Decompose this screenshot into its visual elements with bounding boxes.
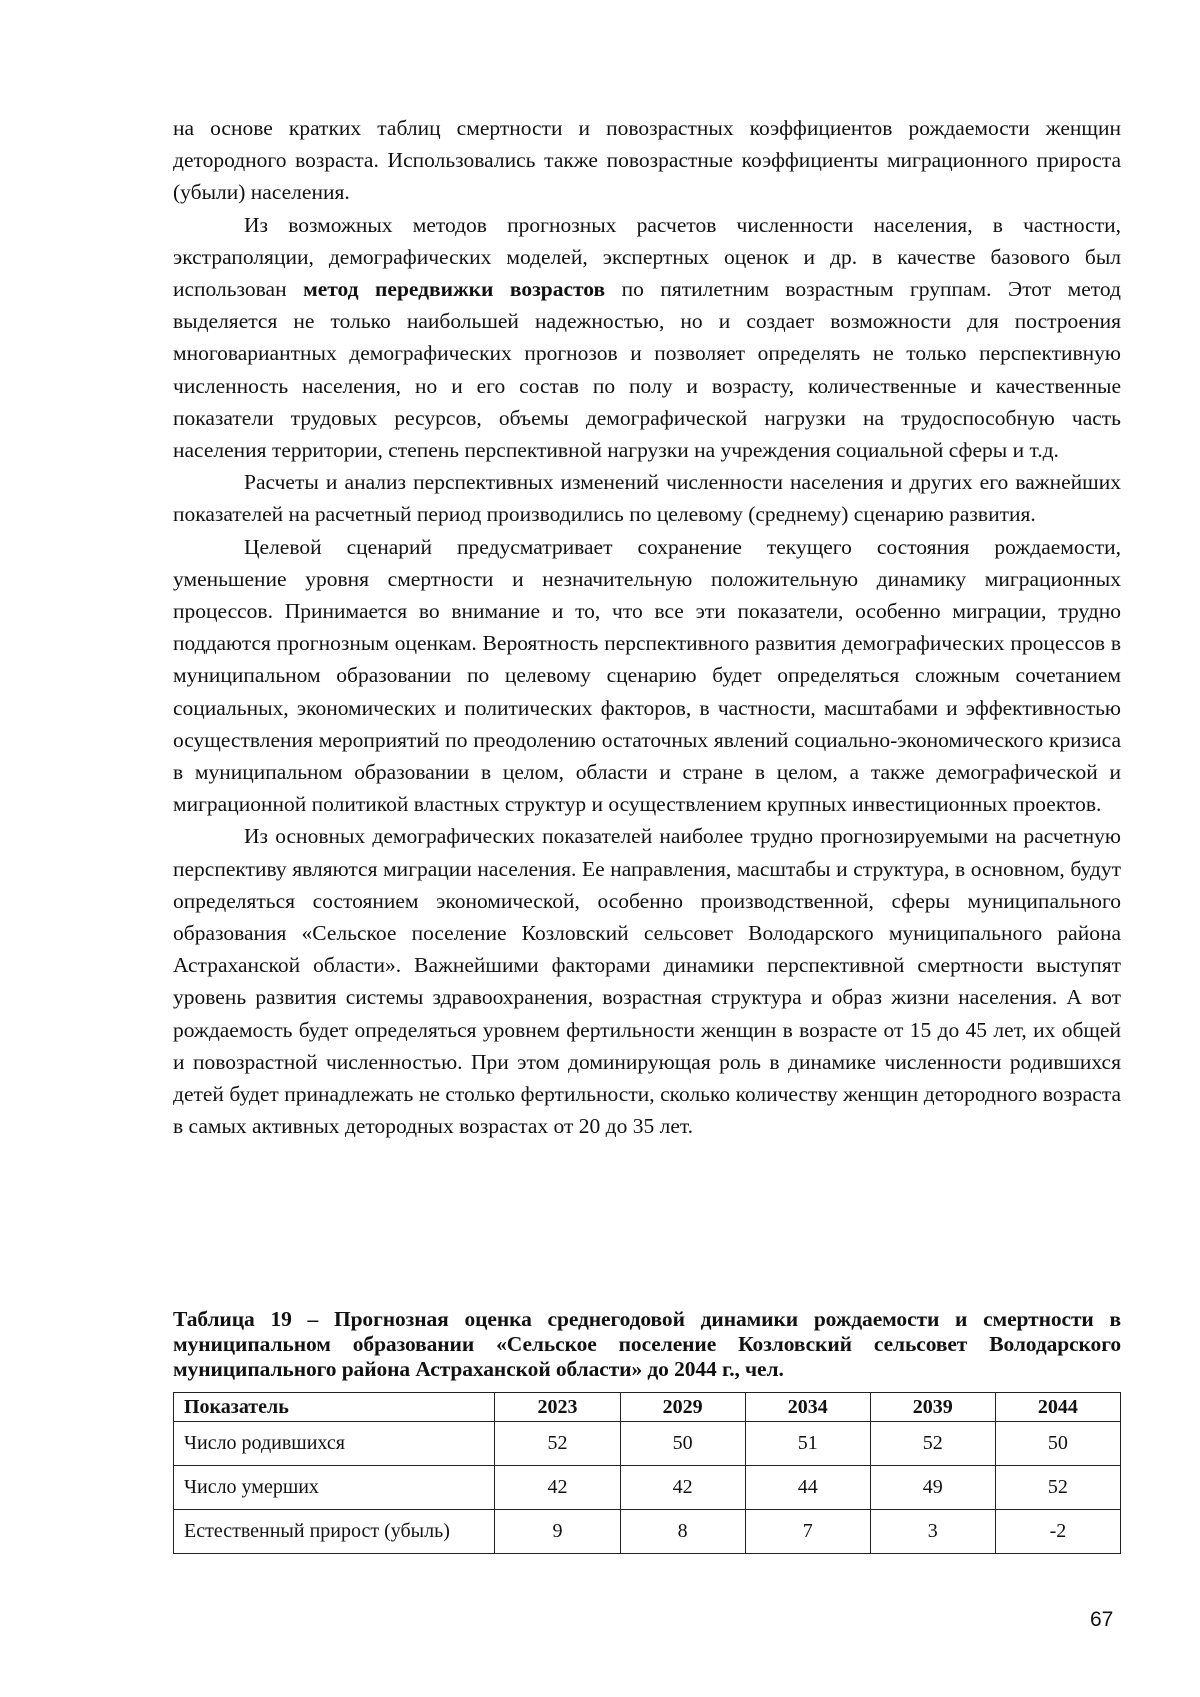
cell-2023: 42: [495, 1466, 620, 1510]
cell-2034: 44: [745, 1466, 870, 1510]
paragraph-1: на основе кратких таблиц смертности и повозрастных коэффициентов рождаемости женщин детородного возраста. Использовались также повозрастные коэффициенты миграционного прироста (убыли) населения.: [173, 116, 1121, 205]
cell-2044: 50: [995, 1422, 1120, 1466]
cell-2039: 52: [870, 1422, 995, 1466]
header-year-2044: 2044: [995, 1393, 1120, 1422]
cell-2034: 51: [745, 1422, 870, 1466]
header-year-2023: 2023: [495, 1393, 620, 1422]
paragraph-2-bold-term: метод передвижки возрастов: [303, 277, 606, 302]
table-caption: Таблица 19 – Прогнозная оценка среднегодовой динамики рождаемости и смертности в муниципальном образовании «Сельское поселение Козловский сельсовет Володарского муниципального района Астраханской области» до 2044 г., чел.: [173, 1307, 1121, 1381]
table-row: [174, 1510, 1121, 1554]
cell-2029: 42: [620, 1466, 745, 1510]
cell-2029: 50: [620, 1422, 745, 1466]
cell-2039: 49: [870, 1466, 995, 1510]
forecast-table: [173, 1392, 1121, 1554]
paragraph-3: Расчеты и анализ перспективных изменений численности населения и других его важнейших показателей на расчетный период производились по целевому (среднему) сценарию развития.: [173, 470, 1121, 527]
page-number: 67: [1090, 1608, 1114, 1631]
paragraph-2-text-a: Из возможных методов прогнозных расчетов численности населения, в частности, экстраполяции, демографических моделей, экспертных оценок и др. в качестве базового был использован: [173, 212, 1121, 302]
cell-2039: 3: [870, 1510, 995, 1554]
cell-2023: 52: [495, 1422, 620, 1466]
paragraph-4: Целевой сценарий предусматривает сохранение текущего состояния рождаемости, уменьшение уровня смертности и незначительную положительную динамику миграционных процессов. Принимается во внимание и то, что все эти показатели, особенно миграции, трудно поддаются прогнозным оценкам. Вероятность перспективного развития демографических процессов в муниципальном образовании по целевому сценарию будет определяться сложным сочетанием социальных, экономических и политических факторов, в частности, масштабами и эффективностью осуществления мероприятий по преодолению остаточных явлений социально-экономического кризиса в муниципальном образовании в целом, области и стране в целом, а также демографической и миграционной политикой властных структур и осуществлением крупных инвестиционных проектов.: [173, 534, 1121, 817]
cell-2029: 8: [620, 1510, 745, 1554]
row-label: Число родившихся: [174, 1422, 495, 1466]
header-year-2029: 2029: [620, 1393, 745, 1422]
cell-2044: -2: [995, 1510, 1120, 1554]
paragraph-2-text-b: по пятилетним возрастным группам. Этот метод выделяется не только наибольшей надежностью, но и создает возможности для построения многовариантных демографических прогнозов и позволяет определять не только перспективную численность населения, но и его состав по полу и возрасту, количественные и качественные показатели трудовых ресурсов, объемы демографической нагрузки на трудоспособную часть населения территории, степень перспективной нагрузки на учреждения социальной сферы и т.д.: [173, 277, 1121, 463]
paragraph-2: [173, 209, 1121, 467]
header-year-2039: 2039: [870, 1393, 995, 1422]
table-row: [174, 1466, 1121, 1510]
header-indicator: Показатель: [174, 1393, 495, 1422]
cell-2034: 7: [745, 1510, 870, 1554]
header-year-2034: 2034: [745, 1393, 870, 1422]
row-label: Число умерших: [174, 1466, 495, 1510]
paragraph-5: Из основных демографических показателей наиболее трудно прогнозируемыми на расчетную перспективу являются миграции населения. Ее направления, масштабы и структура, в основном, будут определяться состоянием экономической, особенно производственной, сферы муниципального образования «Сельское поселение Козловский сельсовет Володарского муниципального района Астраханской области». Важнейшими факторами динамики перспективной смертности выступят уровень развития системы здравоохранения, возрастная структура и образ жизни населения. А вот рождаемость будет определяться уровнем фертильности женщин в возрасте от 15 до 45 лет, их общей и повозрастной численностью. При этом доминирующая роль в динамике численности родившихся детей будет принадлежать не столько фертильности, сколько количеству женщин детородного возраста в самых активных детородных возрастах от 20 до 35 лет.: [173, 824, 1121, 1139]
row-label: Естественный прирост (убыль): [174, 1510, 495, 1554]
document-body: [173, 112, 1121, 1143]
table-row: [174, 1422, 1121, 1466]
cell-2044: 52: [995, 1466, 1120, 1510]
table-header-row: [174, 1393, 1121, 1422]
cell-2023: 9: [495, 1510, 620, 1554]
